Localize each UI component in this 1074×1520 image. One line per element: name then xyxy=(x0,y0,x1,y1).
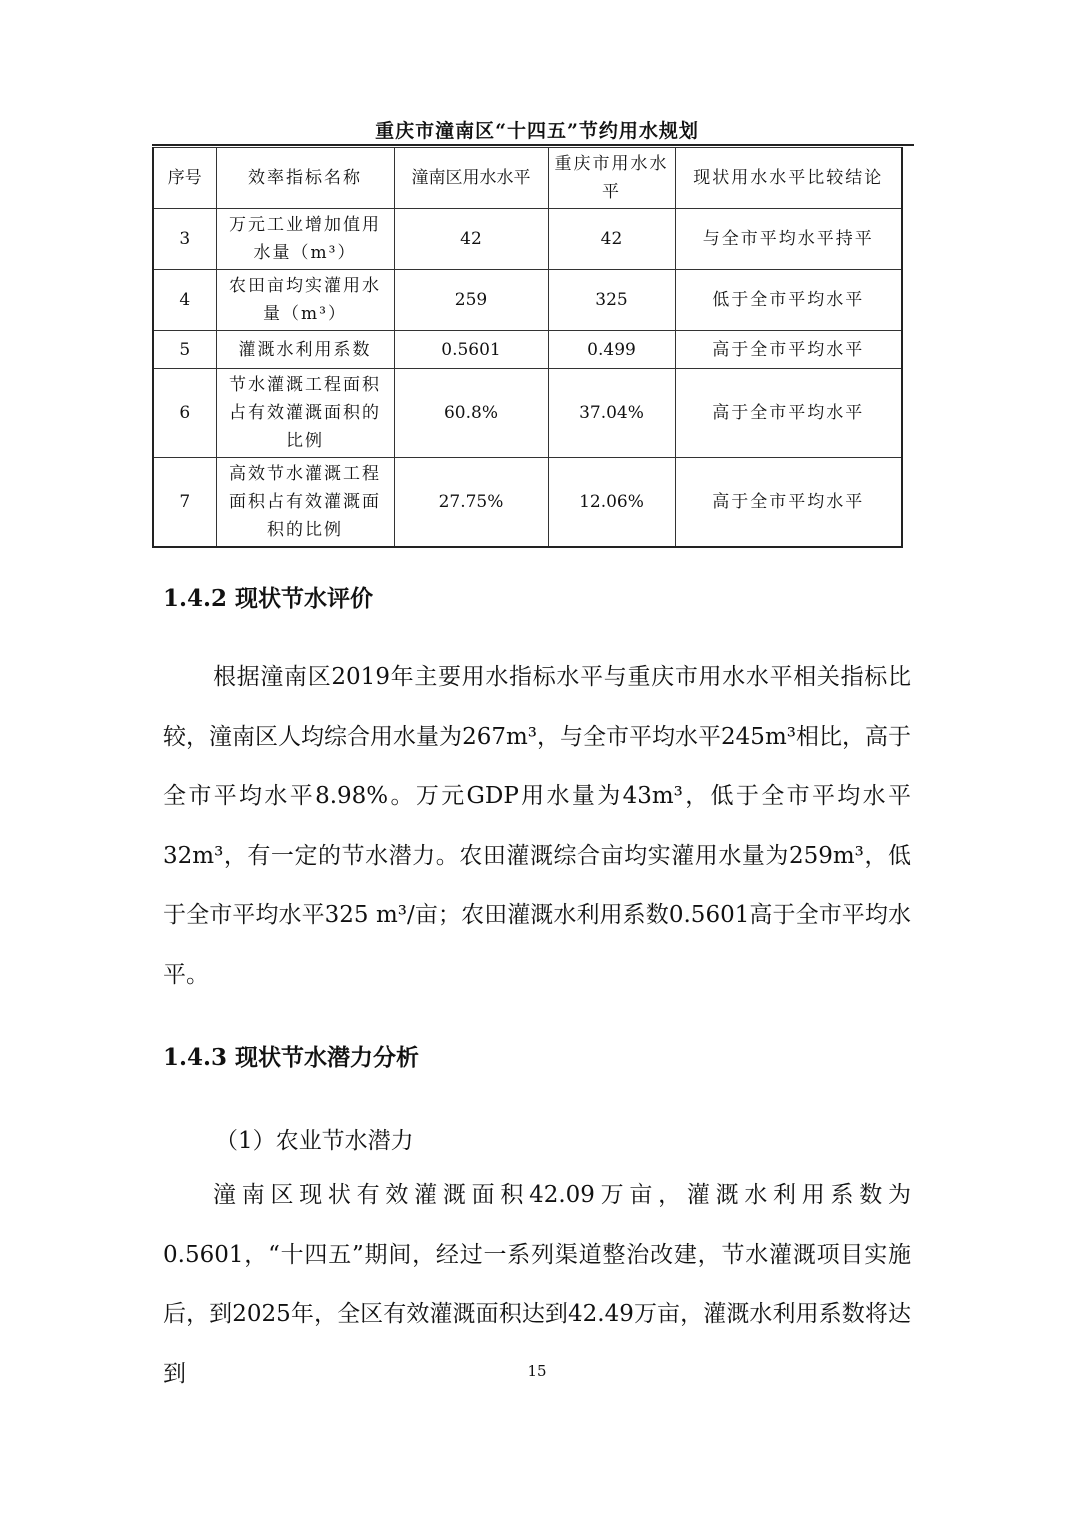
table-row xyxy=(153,369,902,458)
cell-chongqing: 37.04% xyxy=(548,369,675,458)
table-row xyxy=(153,270,902,331)
header-cell: 序号 xyxy=(153,148,216,209)
cell-chongqing: 42 xyxy=(548,209,675,270)
sub-heading-agriculture: （1）农业节水潜力 xyxy=(215,1128,414,1154)
table-row xyxy=(153,331,902,369)
section-143-paragraph: 潼南区现状有效灌溉面积42.09万亩，灌溉水利用系数为0.5601，“十四五”期间，经过一系列渠道整治改建，节水灌溉项目实施后，到2025年，全区有效灌溉面积达到42.49万亩，灌溉水利用系数将达到 xyxy=(163,1182,911,1387)
table-row xyxy=(153,458,902,548)
cell-no: 7 xyxy=(153,458,216,548)
table-row xyxy=(153,209,902,270)
header-cell: 重庆市用水水平 xyxy=(548,148,675,209)
cell-chongqing: 0.499 xyxy=(548,331,675,369)
section-heading-142: 1.4.2 现状节水评价 xyxy=(163,585,374,612)
header-cell: 效率指标名称 xyxy=(216,148,394,209)
cell-conclusion: 高于全市平均水平 xyxy=(675,458,902,548)
cell-tongnan: 259 xyxy=(394,270,548,331)
cell-no: 5 xyxy=(153,331,216,369)
cell-tongnan: 60.8% xyxy=(394,369,548,458)
section-142-paragraph: 根据潼南区2019年主要用水指标水平与重庆市用水水平相关指标比较，潼南区人均综合用水量为267m³，与全市平均水平245m³相比，高于全市平均水平8.98%。万元GDP用水量为43m³，低于全市平均水平32m³，有一定的节水潜力。农田灌溉综合亩均实灌用水量为259m³，低于全市平均水平325 m³/亩；农田灌溉水利用系数0.5601高于全市平均水平。 xyxy=(163,664,911,988)
cell-conclusion: 高于全市平均水平 xyxy=(675,331,902,369)
table-title: 重庆市潼南区“十四五”节约用水规划 xyxy=(375,120,699,142)
cell-no: 4 xyxy=(153,270,216,331)
cell-tongnan: 42 xyxy=(394,209,548,270)
cell-tongnan: 0.5601 xyxy=(394,331,548,369)
header-cell: 潼南区用水水平 xyxy=(394,148,548,209)
cell-chongqing: 12.06% xyxy=(548,458,675,548)
cell-no: 3 xyxy=(153,209,216,270)
cell-name: 节水灌溉工程面积占有效灌溉面积的比例 xyxy=(216,369,394,458)
page-number: 15 xyxy=(527,1362,547,1380)
cell-chongqing: 325 xyxy=(548,270,675,331)
cell-conclusion: 与全市平均水平持平 xyxy=(675,209,902,270)
efficiency-table xyxy=(152,147,903,548)
table-header-row xyxy=(153,148,902,209)
cell-conclusion: 高于全市平均水平 xyxy=(675,369,902,458)
cell-conclusion: 低于全市平均水平 xyxy=(675,270,902,331)
header-rule xyxy=(152,144,914,146)
header-cell: 现状用水水平比较结论 xyxy=(675,148,902,209)
cell-tongnan: 27.75% xyxy=(394,458,548,548)
cell-name: 农田亩均实灌用水量（m³） xyxy=(216,270,394,331)
cell-no: 6 xyxy=(153,369,216,458)
cell-name: 灌溉水利用系数 xyxy=(216,331,394,369)
cell-name: 高效节水灌溉工程面积占有效灌溉面积的比例 xyxy=(216,458,394,548)
section-heading-143: 1.4.3 现状节水潜力分析 xyxy=(163,1044,420,1071)
cell-name: 万元工业增加值用水量（m³） xyxy=(216,209,394,270)
